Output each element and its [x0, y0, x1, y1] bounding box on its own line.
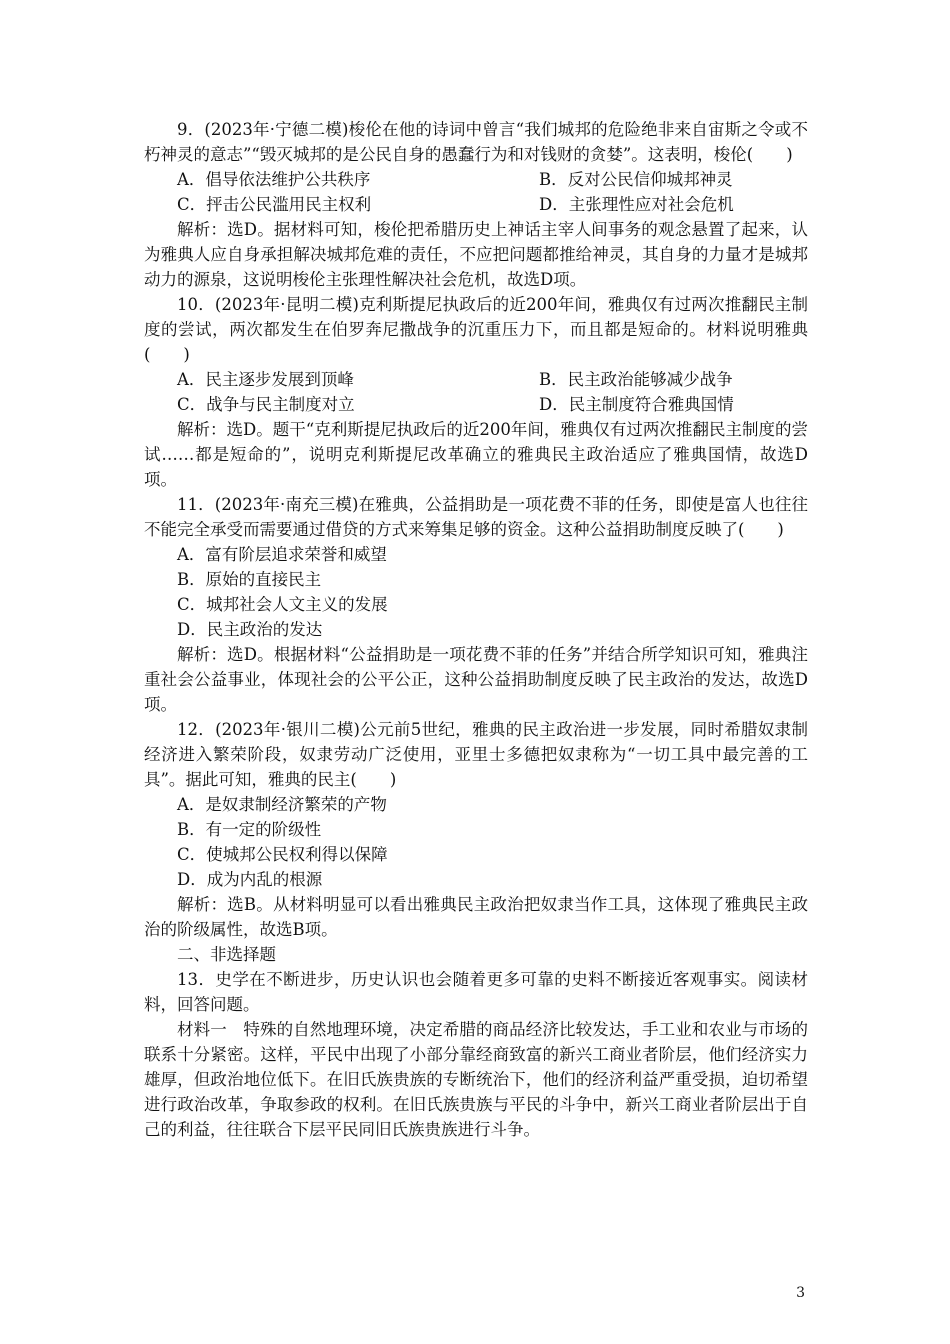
q10-options-row-1 [144, 367, 808, 392]
q9-options-row-2 [144, 192, 808, 217]
q9-option-b: B．反对公民信仰城邦神灵 [539, 170, 733, 189]
q11-option-d: D．民主政治的发达 [177, 620, 323, 639]
page-content [144, 117, 808, 1142]
q11-option-b: B．原始的直接民主 [177, 570, 322, 589]
q10-option-c: C．战争与民主制度对立 [177, 395, 355, 414]
q11-analysis: 解析：选D。根据材料“公益捐助是一项花费不菲的任务”并结合所学知识可知，雅典注重社会公益事业，体现社会的公平公正，这种公益捐助制度反映了民主政治的发达，故选D项。 [144, 645, 808, 714]
q10-analysis: 解析：选D。题干“克利斯提尼执政后的近200年间，雅典仅有过两次推翻民主制度的尝试……都是短命的”，说明克利斯提尼改革确立的雅典民主政治适应了雅典国情，故选D项。 [144, 420, 808, 489]
section-heading: 二、非选择题 [177, 945, 276, 964]
q9-analysis: 解析：选D。据材料可知，梭伦把希腊历史上神话主宰人间事务的观念悬置了起来，认为雅典人应自身承担解决城邦危难的责任，不应把问题都推给神灵，其自身的力量才是城邦动力的源泉，这说明梭伦主张理性解决社会危机，故选D项。 [144, 220, 808, 289]
page-number: 3 [796, 1285, 805, 1301]
q11-stem: 11．(2023年·南充三模)在雅典，公益捐助是一项花费不菲的任务，即使是富人也往往不能完全承受而需要通过借贷的方式来筹集足够的资金。这种公益捐助制度反映了( ) [144, 495, 808, 539]
q11-option-c: C．城邦社会人文主义的发展 [177, 595, 388, 614]
q12-option-a: A．是奴隶制经济繁荣的产物 [177, 795, 387, 814]
q9-stem: 9．(2023年·宁德二模)梭伦在他的诗词中曾言“我们城邦的危险绝非来自宙斯之令或不朽神灵的意志”“毁灭城邦的是公民自身的愚蠢行为和对钱财的贪婪”。这表明，梭伦( ) [144, 120, 808, 164]
q9-option-c: C．抨击公民滥用民主权利 [177, 195, 372, 214]
q12-stem: 12．(2023年·银川二模)公元前5世纪，雅典的民主政治进一步发展，同时希腊奴隶制经济进入繁荣阶段，奴隶劳动广泛使用，亚里士多德把奴隶称为“一切工具中最完善的工具”。据此可知，雅典的民主( ) [144, 720, 808, 789]
q12-option-d: D．成为内乱的根源 [177, 870, 323, 889]
q11-option-a: A．富有阶层追求荣誉和威望 [177, 545, 387, 564]
q10-stem: 10．(2023年·昆明二模)克利斯提尼执政后的近200年间，雅典仅有过两次推翻民主制度的尝试，两次都发生在伯罗奔尼撒战争的沉重压力下，而且都是短命的。材料说明雅典( ) [144, 295, 808, 364]
q10-option-a: A．民主逐步发展到顶峰 [177, 370, 354, 389]
q10-option-b: B．民主政治能够减少战争 [539, 370, 733, 389]
q9-option-d: D．主张理性应对社会危机 [539, 195, 734, 214]
q9-option-a: A．倡导依法维护公共秩序 [177, 170, 371, 189]
q10-options-row-2 [144, 392, 808, 417]
q9-options-row-1 [144, 167, 808, 192]
q12-analysis: 解析：选B。从材料明显可以看出雅典民主政治把奴隶当作工具，这体现了雅典民主政治的阶级属性，故选B项。 [144, 895, 808, 939]
q12-option-b: B．有一定的阶级性 [177, 820, 322, 839]
q13-stem: 13．史学在不断进步，历史认识也会随着更多可靠的史料不断接近客观事实。阅读材料，回答问题。 [144, 970, 808, 1014]
q13-material-1: 材料一 特殊的自然地理环境，决定希腊的商品经济比较发达，手工业和农业与市场的联系十分紧密。这样，平民中出现了小部分靠经商致富的新兴工商业者阶层，他们经济实力雄厚，但政治地位低下。在旧氏族贵族的专断统治下，他们的经济利益严重受损，迫切希望进行政治改革，争取参政的权利。在旧氏族贵族与平民的斗争中，新兴工商业者阶层出于自己的利益，往往联合下层平民同旧氏族贵族进行斗争。 [144, 1020, 808, 1139]
q12-option-c: C．使城邦公民权利得以保障 [177, 845, 388, 864]
q10-option-d: D．民主制度符合雅典国情 [539, 395, 734, 414]
